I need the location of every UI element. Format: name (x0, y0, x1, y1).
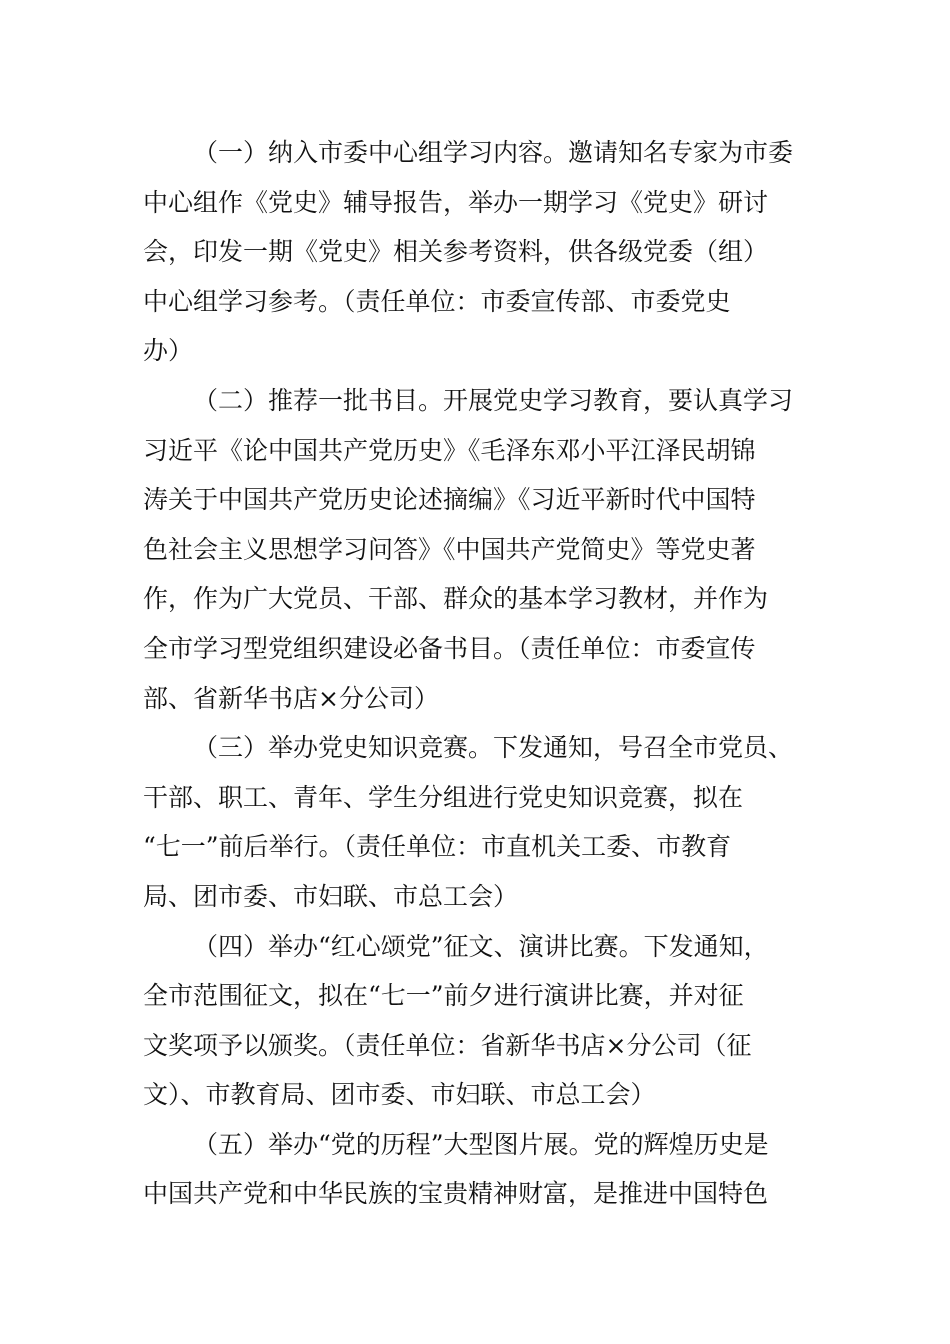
text-line: 涛关于中国共产党历史论述摘编》《习近平新时代中国特 (143, 485, 756, 515)
text-line: （三）举办党史知识竞赛。下发通知，号召全市党员、 (193, 733, 794, 763)
paragraph-5 (143, 1120, 813, 1219)
text-line: 色社会主义思想学习问答》《中国共产党简史》等党史著 (143, 534, 756, 564)
text-line: （一）纳入市委中心组学习内容。邀请知名专家为市委 (193, 138, 794, 167)
text-line: 全市学习型党组织建设必备书目。（责任单位：市委宣传 (143, 633, 756, 663)
paragraph-4 (143, 922, 813, 1120)
text-line: 习近平《论中国共产党历史》《毛泽东邓小平江泽民胡锦 (143, 435, 756, 465)
text-line: （二）推荐一批书目。开展党史学习教育，要认真学习 (193, 385, 794, 415)
text-line: 全市范围征文，拟在“七一”前夕进行演讲比赛，并对征 (143, 981, 744, 1011)
text-line: “七一”前后举行。（责任单位：市直机关工委、市教育 (143, 832, 732, 862)
text-line: 文）、市教育局、团市委、市妇联、市总工会） (143, 1080, 656, 1110)
text-line: （四）举办“红心颂党”征文、演讲比赛。下发通知， (193, 931, 769, 961)
text-line: 文奖项予以颁奖。（责任单位：省新华书店×分公司（征 (143, 1030, 752, 1060)
text-line: 局、团市委、市妇联、市总工会） (143, 881, 519, 911)
text-line: 中心组学习参考。（责任单位：市委宣传部、市委党史 (143, 286, 731, 316)
text-line: 会，印发一期《党史》相关参考资料，供各级党委（组） (143, 237, 769, 267)
document-body (143, 128, 813, 1219)
text-line: 中国共产党和中华民族的宝贵精神财富，是推进中国特色 (143, 1179, 769, 1209)
paragraph-3 (143, 723, 813, 921)
paragraph-2 (143, 376, 813, 723)
text-line: 干部、职工、青年、学生分组进行党史知识竞赛，拟在 (143, 782, 744, 812)
text-line: 中心组作《党史》辅导报告，举办一期学习《党史》研讨 (143, 187, 769, 217)
text-line: 办） (143, 336, 194, 366)
text-line: 作，作为广大党员、干部、群众的基本学习教材，并作为 (143, 584, 769, 614)
paragraph-1 (143, 128, 813, 376)
text-line: （五）举办“党的历程”大型图片展。党的辉煌历史是 (193, 1129, 769, 1159)
text-line: 部、省新华书店×分公司） (143, 683, 439, 713)
